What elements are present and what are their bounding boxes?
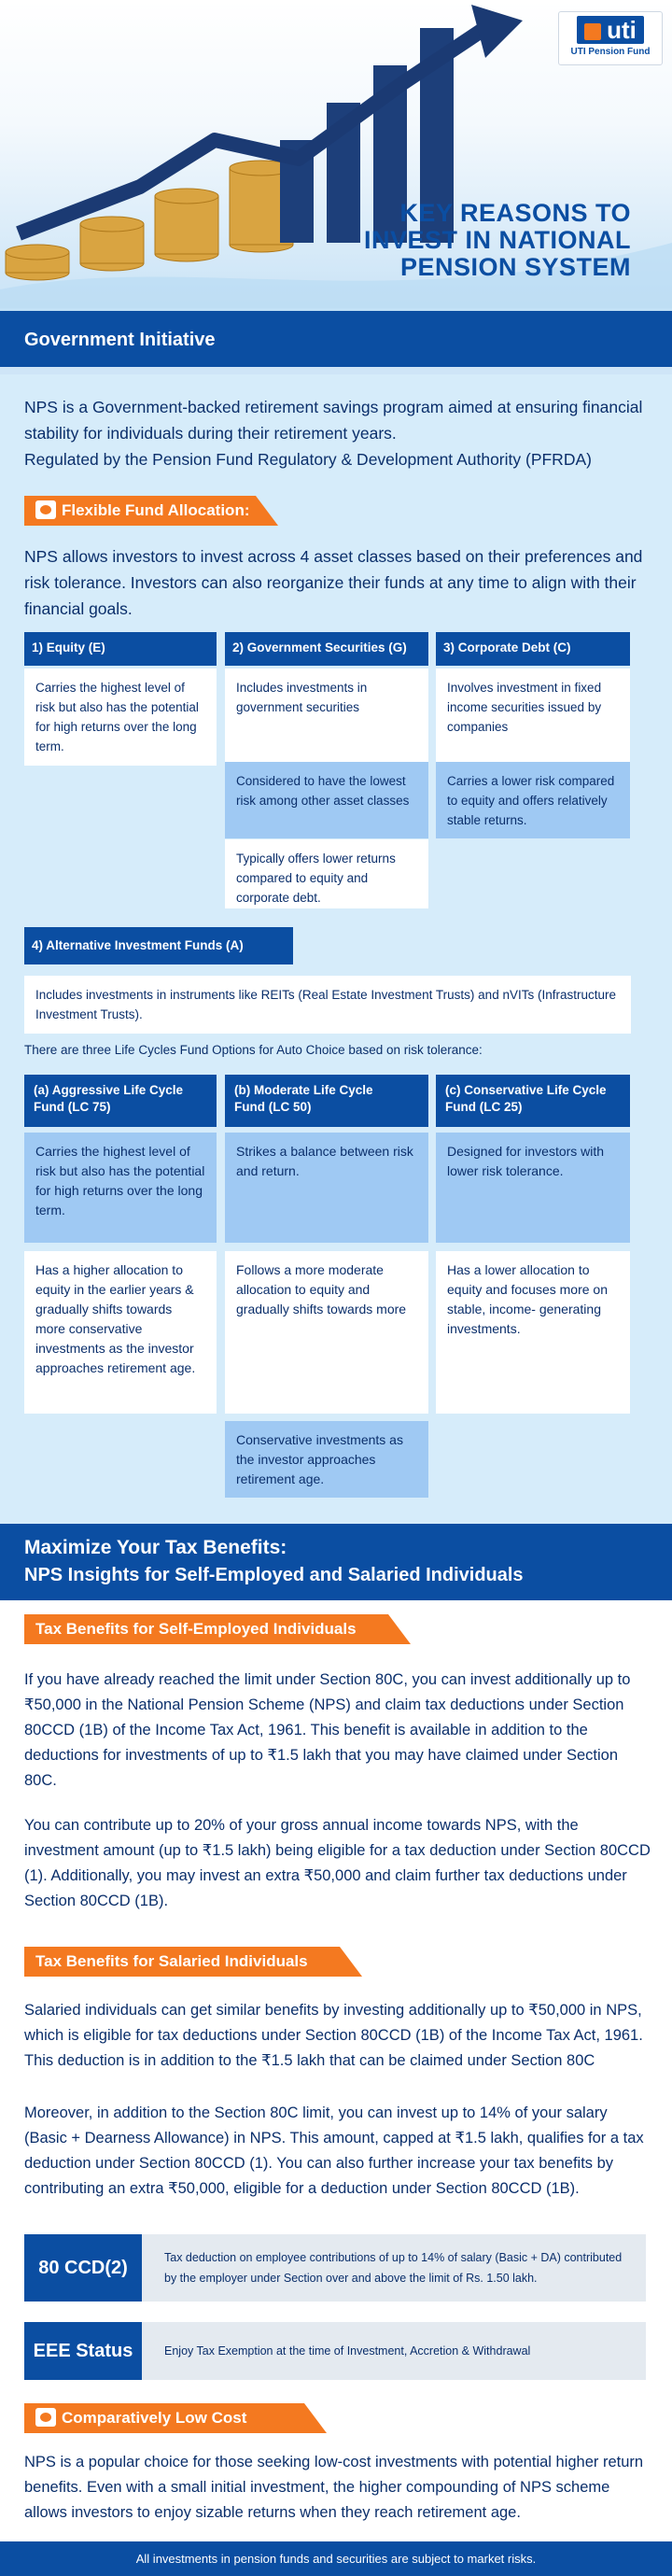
government-initiative-band bbox=[0, 311, 672, 374]
conservative-fund-header: (c) Conservative Life Cycle Fund (LC 25) bbox=[436, 1075, 630, 1127]
hero-title: KEY REASONS TO INVEST IN NATIONAL PENSION SYSTEM bbox=[363, 199, 631, 281]
moderate-fund-allocation-card: Follows a more moderate allocation to equity and gradually shifts towards more bbox=[225, 1251, 428, 1414]
self-employed-paragraph-2: You can contribute up to 20% of your gross annual income towards NPS, with the investment amount (up to ₹1.5 lakh) being eligible for a tax deduction under Section 80CCD (1). Additionally, you may invest an extra ₹50,000 and claim further tax deductions under Section 80CCD (1B). bbox=[24, 1817, 651, 1909]
low-cost-heading: Comparatively Low Cost bbox=[24, 2403, 304, 2433]
gov-securities-risk-card: Considered to have the lowest risk among other asset classes bbox=[225, 762, 428, 838]
eee-box bbox=[24, 2322, 646, 2380]
gov-paragraph-1: NPS is a Government-backed retirement savings program aimed at ensuring financial stability for individuals during their retirement years. bbox=[24, 398, 643, 443]
corporate-debt-risk-card: Carries a lower risk compared to equity and offers relatively stable returns. bbox=[436, 762, 630, 838]
gov-securities-header: 2) Government Securities (G) bbox=[225, 632, 428, 666]
tax-title-2: NPS Insights for Self-Employed and Salaried Individuals bbox=[24, 1565, 524, 1585]
corporate-debt-card: Involves investment in fixed income securities issued by companies bbox=[436, 669, 630, 766]
hero-banner bbox=[0, 0, 672, 308]
aggressive-fund-header: (a) Aggressive Life Cycle Fund (LC 75) bbox=[24, 1075, 217, 1127]
self-employed-heading: Tax Benefits for Self-Employed Individuals bbox=[24, 1614, 388, 1644]
money-icon bbox=[35, 500, 56, 519]
moderate-fund-conservative-card: Conservative investments as the investor approaches retirement age. bbox=[225, 1421, 428, 1498]
alternative-funds-header: 4) Alternative Investment Funds (A) bbox=[24, 927, 293, 964]
aggressive-fund-risk-card: Carries the highest level of risk but also has the potential for high returns over the long term. bbox=[24, 1133, 217, 1243]
equity-header: 1) Equity (E) bbox=[24, 632, 217, 666]
gov-paragraph-2: Regulated by the Pension Fund Regulatory & Development Authority (PFRDA) bbox=[24, 450, 592, 469]
corporate-debt-header: 3) Corporate Debt (C) bbox=[436, 632, 630, 666]
lifecycle-note: There are three Life Cycles Fund Options for Auto Choice based on risk tolerance: bbox=[24, 1043, 483, 1057]
conservative-fund-risk-card: Designed for investors with lower risk tolerance. bbox=[436, 1133, 630, 1243]
salaried-paragraph-1: Salaried individuals can get similar benefits by investing additionally up to ₹50,000 in NPS, which is eligible for tax deductions under Section 80CCD (1B) of the Income Tax Act, 1961. This deduction is in addition to the ₹1.5 lakh that can be claimed under Section 80C bbox=[24, 2002, 643, 2069]
building-icon bbox=[35, 2408, 56, 2427]
flexible-fund-heading: Flexible Fund Allocation: bbox=[24, 496, 256, 526]
salaried-paragraph-2: Moreover, in addition to the Section 80C limit, you can invest up to 14% of your salary (Basic + Dearness Allowance) in NPS. This amount, capped at ₹1.5 lakh, qualifies for a tax deduction under Section 80CCD (1). You can also further increase your tax benefits by contributing an extra ₹50,000, eligible for a deduction under Section 80CCD (1B). bbox=[24, 2104, 644, 2197]
ccd2-box bbox=[24, 2234, 646, 2302]
disclaimer-footer: All investments in pension funds and securities are subject to market risks. bbox=[0, 2541, 672, 2576]
moderate-fund-header: (b) Moderate Life Cycle Fund (LC 50) bbox=[225, 1075, 428, 1127]
gov-securities-returns-card: Typically offers lower returns compared to equity and corporate debt. bbox=[225, 839, 428, 908]
conservative-fund-allocation-card: Has a lower allocation to equity and focuses more on stable, income- generating investments. bbox=[436, 1251, 630, 1414]
gov-securities-card: Includes investments in government securities bbox=[225, 669, 428, 766]
logo-caption: UTI Pension Fund bbox=[570, 47, 651, 57]
tax-title-1: Maximize Your Tax Benefits: bbox=[24, 1537, 287, 1558]
ccd2-label: 80 CCD(2) bbox=[24, 2234, 142, 2302]
eee-label: EEE Status bbox=[24, 2322, 142, 2380]
section-title: Government Initiative bbox=[24, 330, 216, 350]
aggressive-fund-allocation-card: Has a higher allocation to equity in the earlier years & gradually shifts towards more conservative investments as the investor approaches retirement age. bbox=[24, 1251, 217, 1414]
uti-logo: uti UTI Pension Fund bbox=[558, 11, 663, 65]
eee-text: Enjoy Tax Exemption at the time of Investment, Accretion & Withdrawal bbox=[164, 2344, 531, 2358]
flex-intro: NPS allows investors to invest across 4 asset classes based on their preferences and risk tolerance. Investors can also reorganize their funds at any time to align with their financial goals. bbox=[24, 547, 643, 618]
ccd2-text: Tax deduction on employee contributions of up to 14% of salary (Basic + DA) contributed by the employer under Section over and above the limit of Rs. 1.50 lakh. bbox=[164, 2251, 623, 2285]
alternative-funds-card: Includes investments in instruments like REITs (Real Estate Investment Trusts) and nVITs (Infrastructure Investment Trusts). bbox=[24, 976, 631, 1034]
equity-card: Carries the highest level of risk but also has the potential for high returns over the long term. bbox=[24, 669, 217, 766]
salaried-heading: Tax Benefits for Salaried Individuals bbox=[24, 1947, 340, 1977]
moderate-fund-risk-card: Strikes a balance between risk and return. bbox=[225, 1133, 428, 1243]
low-cost-paragraph: NPS is a popular choice for those seeking low-cost investments with potential higher return benefits. Even with a small initial investment, the higher compounding of NPS scheme allows investors to enjoy sizable returns when they reach retirement age. bbox=[24, 2454, 644, 2521]
tax-benefits-band bbox=[0, 1524, 672, 1600]
self-employed-paragraph-1: If you have already reached the limit under Section 80C, you can invest additionally up to ₹50,000 in the National Pension Scheme (NPS) and claim tax deductions under Section 80CCD (1B) of the Income Tax Act, 1961. This benefit is available in addition to the deductions for investments of up to ₹1.5 lakh that you may have claimed under Section 80C. bbox=[24, 1671, 631, 1789]
